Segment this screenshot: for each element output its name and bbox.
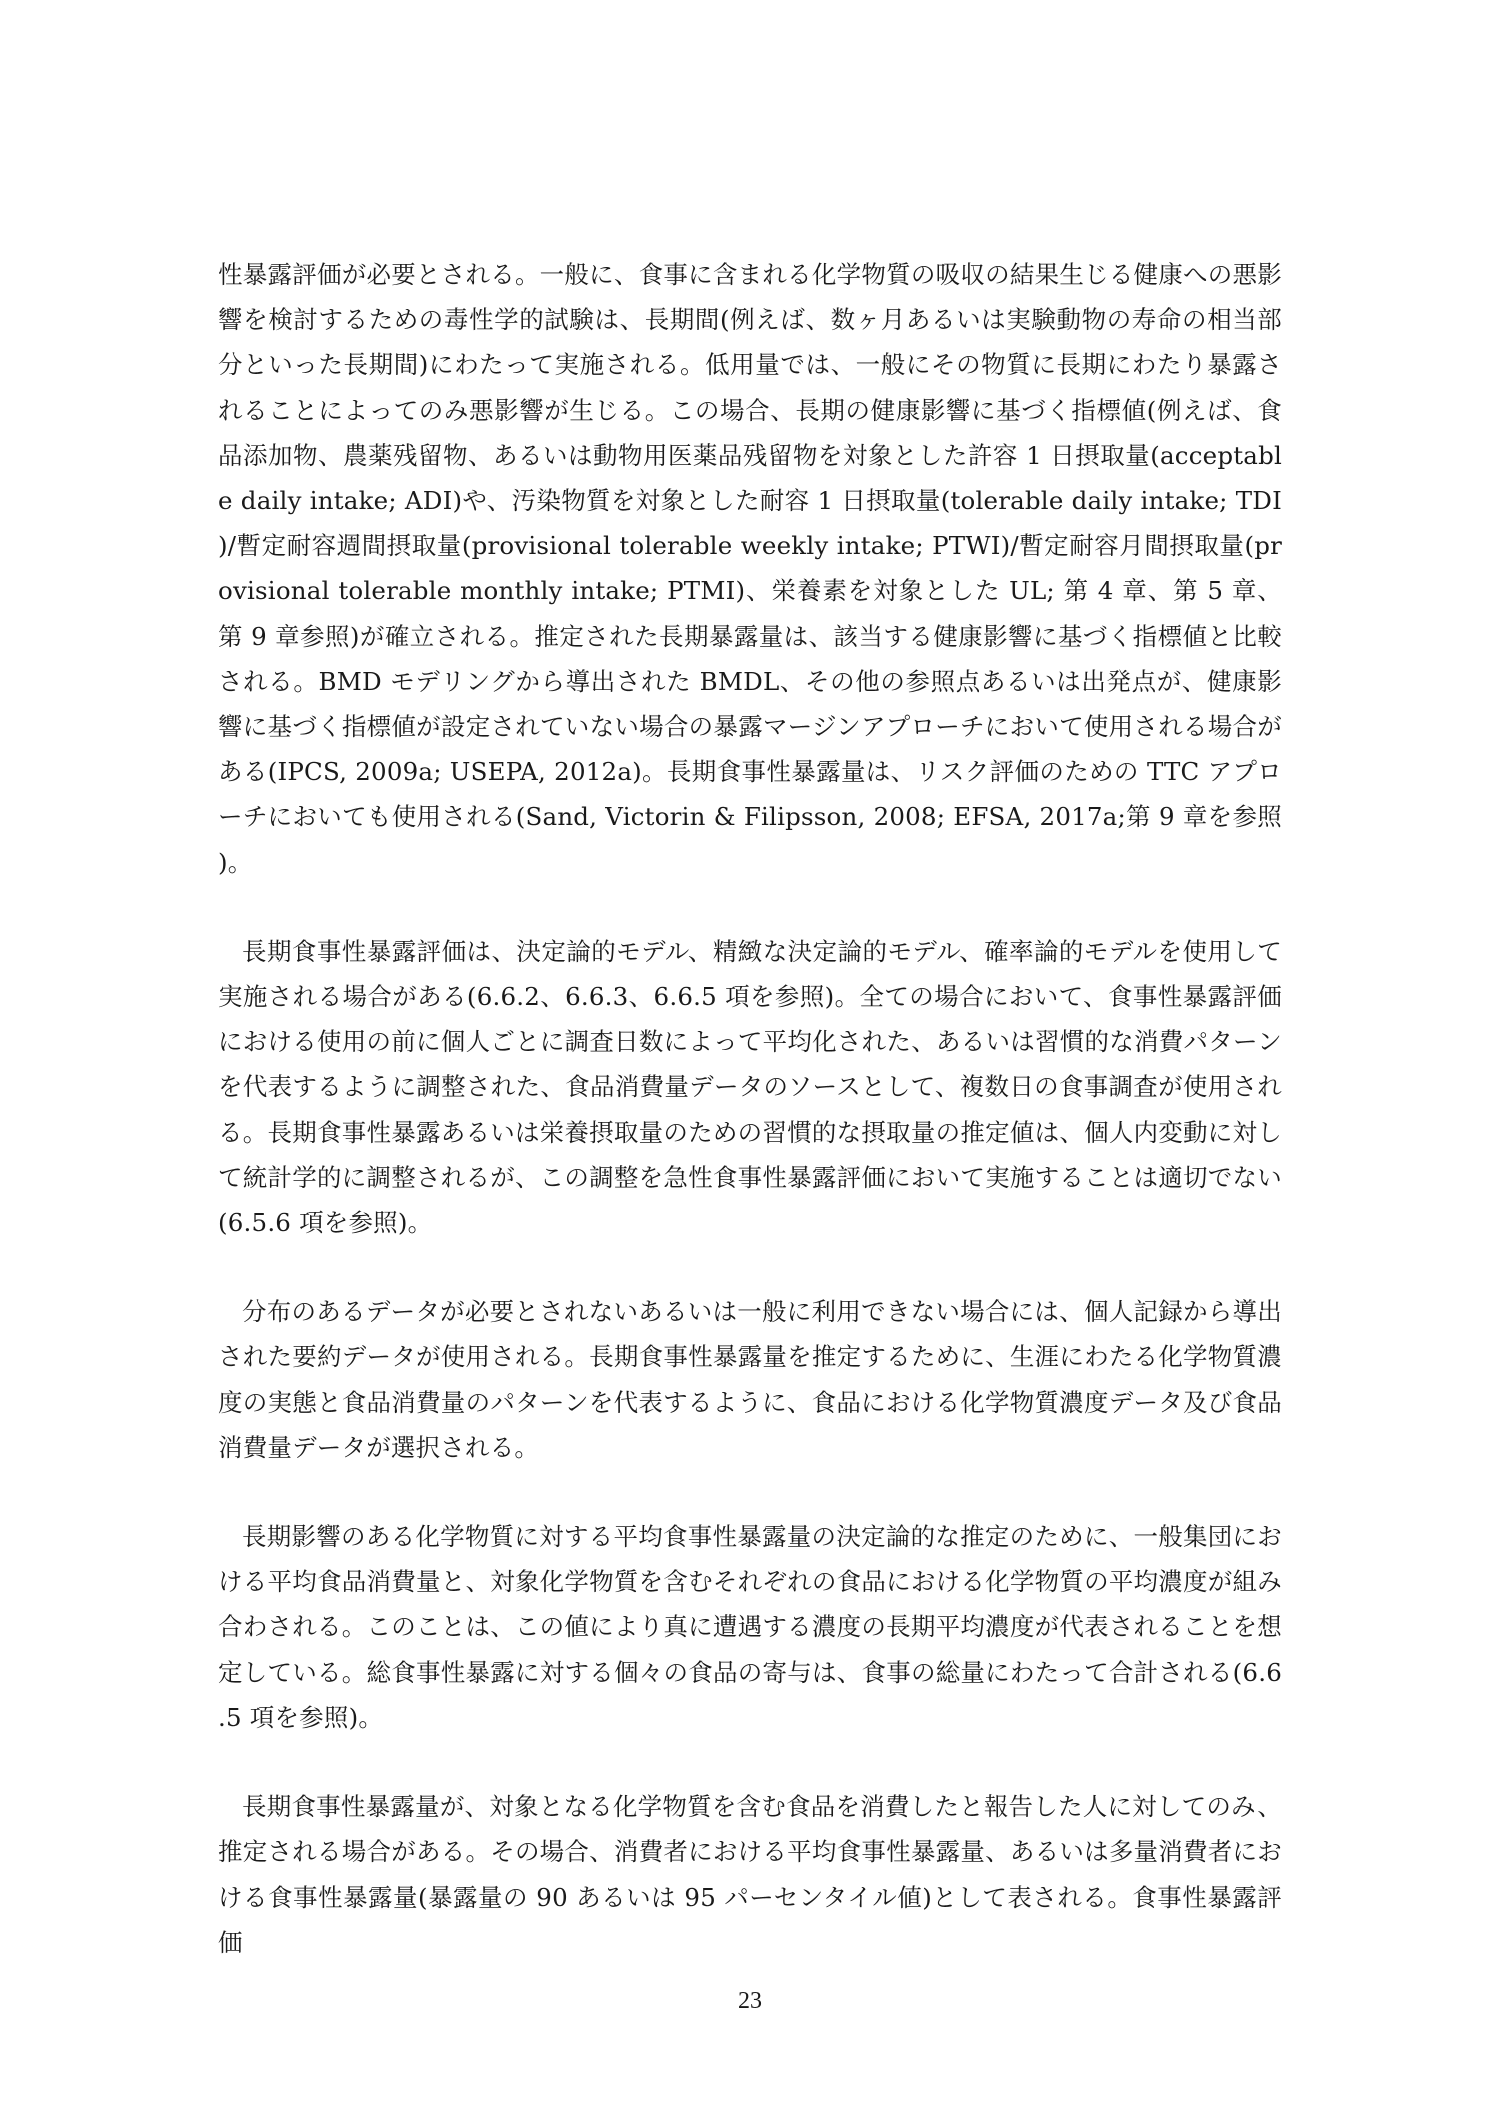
page-number: 23 [738, 1988, 762, 2014]
paragraph-spacer [218, 1470, 1282, 1514]
body-text [218, 252, 1282, 1965]
paragraph-3: 分布のあるデータが必要とされないあるいは一般に利用できない場合には、個人記録から導出された要約データが使用される。長期食事性暴露量を推定するために、生涯にわたる化学物質濃度の実態と食品消費量のパターンを代表するように、食品における化学物質濃度データ及び食品消費量データが選択される。 [218, 1297, 1282, 1462]
paragraph-4: 長期影響のある化学物質に対する平均食事性暴露量の決定論的な推定のために、一般集団における平均食品消費量と、対象化学物質を含むそれぞれの食品における化学物質の平均濃度が組み合わされる。このことは、この値により真に遭遇する濃度の長期平均濃度が代表されることを想定している。総食事性暴露に対する個々の食品の寄与は、食事の総量にわたって合計される(6.6.5 項を参照)。 [218, 1522, 1282, 1732]
paragraph-spacer [218, 885, 1282, 929]
paragraph-spacer [218, 1245, 1282, 1289]
paragraph-2: 長期食事性暴露評価は、決定論的モデル、精緻な決定論的モデル、確率論的モデルを使用して実施される場合がある(6.6.2、6.6.3、6.6.5 項を参照)。全ての場合において、食事性暴露評価における使用の前に個人ごとに調査日数によって平均化された、あるいは習慣的な消費パターンを代表するように調整された、食品消費量データのソースとして、複数日の食事調査が使用される。長期食事性暴露あるいは栄養摂取量のための習慣的な摂取量の推定値は、個人内変動に対して統計学的に調整されるが、この調整を急性食事性暴露評価において実施することは適切でない(6.5.6 項を参照)。 [218, 936, 1282, 1238]
paragraph-5: 長期食事性暴露量が、対象となる化学物質を含む食品を消費したと報告した人に対してのみ、推定される場合がある。その場合、消費者における平均食事性暴露量、あるいは多量消費者における食事性暴露量(暴露量の 90 あるいは 95 パーセンタイル値)として表される。食事性暴露評価 [218, 1792, 1282, 1957]
paragraph-1: 性暴露評価が必要とされる。一般に、食事に含まれる化学物質の吸収の結果生じる健康への悪影響を検討するための毒性学的試験は、長期間(例えば、数ヶ月あるいは実験動物の寿命の相当部分といった長期間)にわたって実施される。低用量では、一般にその物質に長期にわたり暴露されることによってのみ悪影響が生じる。この場合、長期の健康影響に基づく指標値(例えば、食品添加物、農薬残留物、あるいは動物用医薬品残留物を対象とした許容 1 日摂取量(acceptable daily intake; ADI)や、汚染物質を対象とした耐容 1 日摂取量(tolerable daily intake; TDI)/暫定耐容週間摂取量(provisional tolerable weekly intake; PTWI)/暫定耐容月間摂取量(provisional tolerable monthly intake; PTMI)、栄養素を対象とした UL; 第 4 章、第 5 章、第 9 章参照)が確立される。推定された長期暴露量は、該当する健康影響に基づく指標値と比較される。BMD モデリングから導出された BMDL、その他の参照点あるいは出発点が、健康影響に基づく指標値が設定されていない場合の暴露マージンアプローチにおいて使用される場合がある(IPCS, 2009a; USEPA, 2012a)。長期食事性暴露量は、リスク評価のための TTC アプローチにおいても使用される(Sand, Victorin & Filipsson, 2008; EFSA, 2017a;第 9 章を参照)。 [218, 260, 1282, 877]
paragraph-spacer [218, 1740, 1282, 1784]
